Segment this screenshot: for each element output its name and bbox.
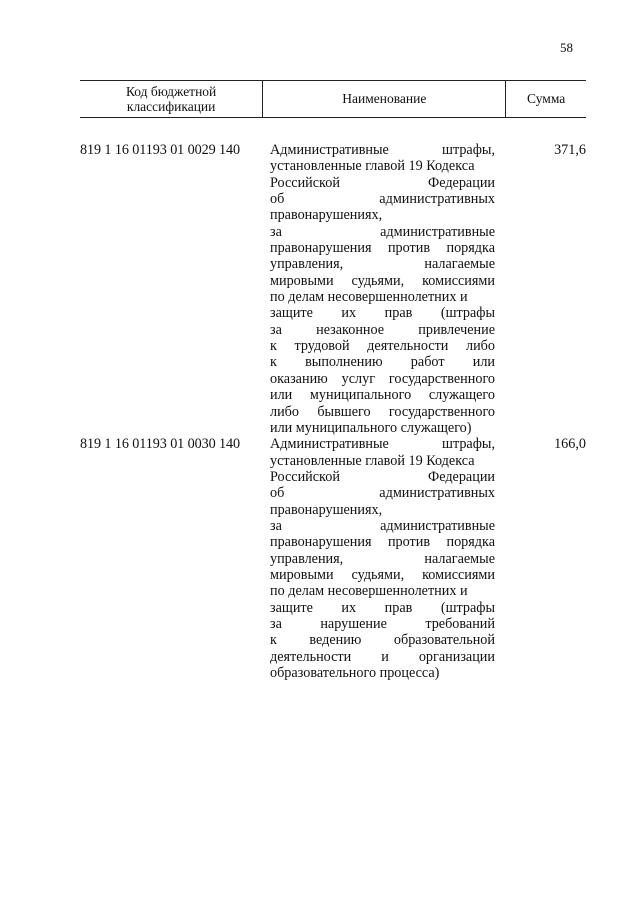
item-name-line: к ведению образовательной: [270, 632, 495, 649]
item-name-line: правонарушениях,: [270, 207, 383, 224]
item-name: [270, 436, 495, 681]
budget-code: 819 1 16 01193 01 0030 140: [80, 436, 241, 453]
item-name-line: правонарушения против порядка: [270, 534, 495, 551]
item-name-line: по делам несовершеннолетних и: [270, 583, 468, 600]
item-name-line: Российской Федерации: [270, 174, 495, 191]
header-sum-column: Сумма: [527, 91, 566, 106]
item-name-line: об административных: [270, 485, 495, 502]
page-number: 58: [560, 40, 573, 55]
item-name-line: правонарушения против порядка: [270, 240, 495, 257]
item-name-line: или муниципального служащего: [270, 387, 495, 404]
item-name-line: за административные: [270, 223, 495, 240]
item-name: [270, 142, 495, 436]
table-body: [80, 118, 586, 681]
item-name-line: либо бывшего государственного: [270, 403, 495, 420]
item-name-line: к выполнению работ или: [270, 354, 495, 371]
budget-code: 819 1 16 01193 01 0029 140: [80, 142, 241, 158]
item-name-line: защите их прав (штрафы: [270, 599, 495, 616]
item-name-line: установленные главой 19 Кодекса: [270, 158, 475, 175]
item-name-line: за административные: [270, 517, 495, 534]
item-name-line: деятельности и организации: [270, 648, 495, 665]
amount: 371,6: [554, 142, 586, 158]
header-code-line1: Код бюджетной: [125, 84, 217, 99]
item-name-line: оказанию услуг государственного: [270, 370, 495, 387]
item-name-line: установленные главой 19 Кодекса: [270, 452, 475, 469]
budget-table: [80, 80, 586, 681]
header-code-line2: классификации: [126, 99, 216, 114]
item-name-line: управления, налагаемые: [270, 550, 495, 567]
item-name-line: защите их прав (штрафы: [270, 305, 495, 322]
item-name-line: или муниципального служащего): [270, 419, 472, 436]
item-name-line: Административные штрафы,: [270, 436, 495, 453]
table-row: [80, 142, 586, 436]
item-name-line: Административные штрафы,: [270, 142, 495, 158]
amount: 166,0: [554, 436, 586, 453]
item-name-line: образовательного процесса): [270, 665, 440, 681]
item-name-line: мировыми судьями, комиссиями: [270, 272, 495, 289]
item-name-line: мировыми судьями, комиссиями: [270, 566, 495, 583]
item-name-line: за нарушение требований: [270, 615, 495, 632]
item-name-line: за незаконное привлечение: [270, 321, 495, 338]
header-name-column: Наименование: [262, 81, 506, 117]
table-row: [80, 436, 586, 681]
item-name-line: управления, налагаемые: [270, 256, 495, 273]
item-name-line: по делам несовершеннолетних и: [270, 289, 468, 306]
header-code-column: [80, 84, 262, 114]
table-header: [80, 80, 586, 118]
item-name-line: правонарушениях,: [270, 501, 383, 518]
item-name-line: Российской Федерации: [270, 468, 495, 485]
item-name-line: к трудовой деятельности либо: [270, 338, 495, 355]
item-name-line: об административных: [270, 191, 495, 208]
